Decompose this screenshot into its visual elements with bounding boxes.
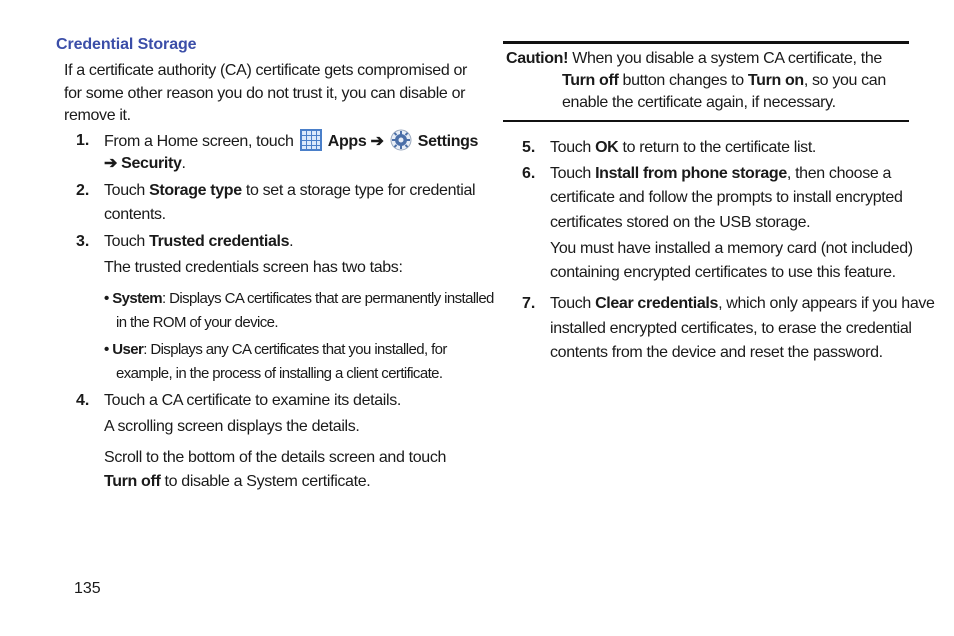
step-number: 1. <box>76 132 90 149</box>
step2-text: to set a storage type for credential <box>245 182 476 199</box>
step7-line3: contents from the device and reset the password. <box>550 344 883 361</box>
trusted-credentials-label: Trusted credentials <box>149 233 290 250</box>
step5-text: to return to the certificate list. <box>622 139 817 156</box>
turn-on-label: Turn on <box>747 72 804 89</box>
step7-text: , which only appears if you have <box>718 295 935 312</box>
step5-line1 <box>550 137 816 159</box>
step1-line2 <box>104 153 186 175</box>
bullet-text: : Displays CA certificates that are permanently installed <box>162 290 494 307</box>
bullet-glyph: • <box>104 290 109 307</box>
caution-line1 <box>506 48 882 70</box>
apps-grid-icon <box>300 129 322 158</box>
bullet-glyph: • <box>104 341 109 358</box>
ok-label: OK <box>595 139 619 156</box>
page-number: 135 <box>74 580 101 597</box>
step7-line1 <box>550 293 935 315</box>
intro-line-2: for some other reason you do not trust it, you can disable or <box>64 85 466 102</box>
storage-type-label: Storage type <box>149 182 242 199</box>
step6-note2: containing encrypted certificates to use this feature. <box>550 264 896 281</box>
turn-off-label: Turn off <box>104 473 161 490</box>
turn-off-label: Turn off <box>562 72 619 89</box>
step2-line2: contents. <box>104 206 166 223</box>
step2-line1 <box>104 180 475 202</box>
step7-line2: installed encrypted certificates, to erase the credential <box>550 320 912 337</box>
step6-line2: certificate and follow the prompts to install encrypted <box>550 189 903 206</box>
period: . <box>181 155 186 172</box>
step6-text: , then choose a <box>786 165 892 182</box>
apps-label: Apps <box>327 133 367 150</box>
step3-note: The trusted credentials screen has two tabs: <box>104 259 403 276</box>
step6-line1 <box>550 163 891 185</box>
step-number: 5. <box>522 139 536 156</box>
caution-top-rule <box>503 41 909 44</box>
bullet-system-line2: in the ROM of your device. <box>116 314 278 331</box>
bullet-system <box>104 287 494 311</box>
step3-text: Touch <box>104 233 145 250</box>
step4-scroll-line2 <box>104 471 370 493</box>
arrow-glyph: ➔ <box>104 155 118 172</box>
user-tab-label: User <box>112 341 144 358</box>
step6-note1: You must have installed a memory card (not included) <box>550 240 913 257</box>
step4-text: to disable a System certificate. <box>164 473 371 490</box>
bullet-user-line2: example, in the process of installing a client certificate. <box>116 365 443 382</box>
step-number: 6. <box>522 165 536 182</box>
caution-line2 <box>562 70 886 92</box>
step-number: 4. <box>76 392 90 409</box>
step2-text: Touch <box>104 182 145 199</box>
step7-text: Touch <box>550 295 591 312</box>
step6-line3: certificates stored on the USB storage. <box>550 214 811 231</box>
step1-text: From a Home screen, touch <box>104 133 294 150</box>
step4-note: A scrolling screen displays the details. <box>104 418 360 435</box>
step-number: 2. <box>76 182 90 199</box>
step-number: 7. <box>522 295 536 312</box>
step5-text: Touch <box>550 139 591 156</box>
caution-text: , so you can <box>803 72 886 89</box>
arrow-glyph: ➔ <box>370 133 384 150</box>
intro-line-1: If a certificate authority (CA) certificate gets compromised or <box>64 62 467 79</box>
bullet-user <box>104 338 447 362</box>
step3-line1 <box>104 231 293 253</box>
step4-scroll-line1: Scroll to the bottom of the details screen and touch <box>104 449 447 466</box>
bullet-text: : Displays any CA certificates that you installed, for <box>143 341 447 358</box>
settings-label: Settings <box>417 133 479 150</box>
system-tab-label: System <box>112 290 162 307</box>
install-from-phone-storage-label: Install from phone storage <box>595 165 787 182</box>
step4-line1: Touch a CA certificate to examine its details. <box>104 392 401 409</box>
section-heading: Credential Storage <box>56 36 197 53</box>
period: . <box>289 233 294 250</box>
caution-line3: enable the certificate again, if necessary. <box>562 94 836 111</box>
settings-gear-icon <box>390 129 412 158</box>
security-label: Security <box>121 155 182 172</box>
caution-text: button changes to <box>622 72 744 89</box>
caution-label: Caution! <box>506 50 569 67</box>
intro-line-3: remove it. <box>64 107 131 124</box>
step-number: 3. <box>76 233 90 250</box>
caution-text: When you disable a system CA certificate, the <box>572 50 882 67</box>
step6-text: Touch <box>550 165 591 182</box>
caution-bottom-rule <box>503 120 909 122</box>
clear-credentials-label: Clear credentials <box>595 295 719 312</box>
